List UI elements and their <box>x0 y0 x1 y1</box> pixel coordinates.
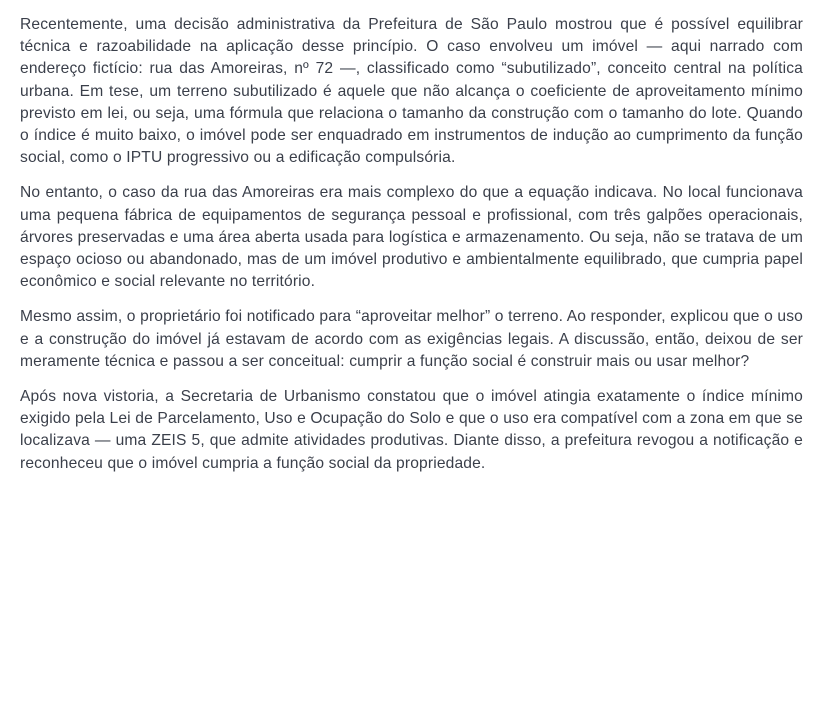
paragraph-2: No entanto, o caso da rua das Amoreiras era mais complexo do que a equação indicava. No local funcionava uma pequena fábrica de equipamentos de segurança pessoal e profissional, com três galpões operacionais, árvores preservadas e uma área aberta usada para logística e armazenamento. Ou seja, não se tratava de um espaço ocioso ou abandonado, mas de um imóvel produtivo e ambientalmente equilibrado, que cumpria papel econômico e social relevante no território. <box>20 184 803 291</box>
paragraph-1: Recentemente, uma decisão administrativa da Prefeitura de São Paulo mostrou que é possível equilibrar técnica e razoabilidade na aplicação desse princípio. O caso envolveu um imóvel — aqui narrado com endereço fictício: rua das Amoreiras, nº 72 —, classificado como “subutilizado”, conceito central na política urbana. Em tese, um terreno subutilizado é aquele que não alcança o coeficiente de aproveitamento mínimo previsto em lei, ou seja, uma fórmula que relaciona o tamanho da construção com o tamanho do lote. Quando o índice é muito baixo, o imóvel pode ser enquadrado em instrumentos de indução ao cumprimento da função social, como o IPTU progressivo ou a edificação compulsória. <box>20 16 803 167</box>
paragraph-3: Mesmo assim, o proprietário foi notificado para “aproveitar melhor” o terreno. Ao responder, explicou que o uso e a construção do imóvel já estavam de acordo com as exigências legais. A discussão, então, deixou de ser meramente técnica e passou a ser conceitual: cumprir a função social é construir mais ou usar melhor? <box>20 308 803 370</box>
paragraph-4: Após nova vistoria, a Secretaria de Urbanismo constatou que o imóvel atingia exatamente o índice mínimo exigido pela Lei de Parcelamento, Uso e Ocupação do Solo e que o uso era compatível com a zona em que se localizava — uma ZEIS 5, que admite atividades produtivas. Diante disso, a prefeitura revogou a notificação e reconheceu que o imóvel cumpria a função social da propriedade. <box>20 388 803 472</box>
